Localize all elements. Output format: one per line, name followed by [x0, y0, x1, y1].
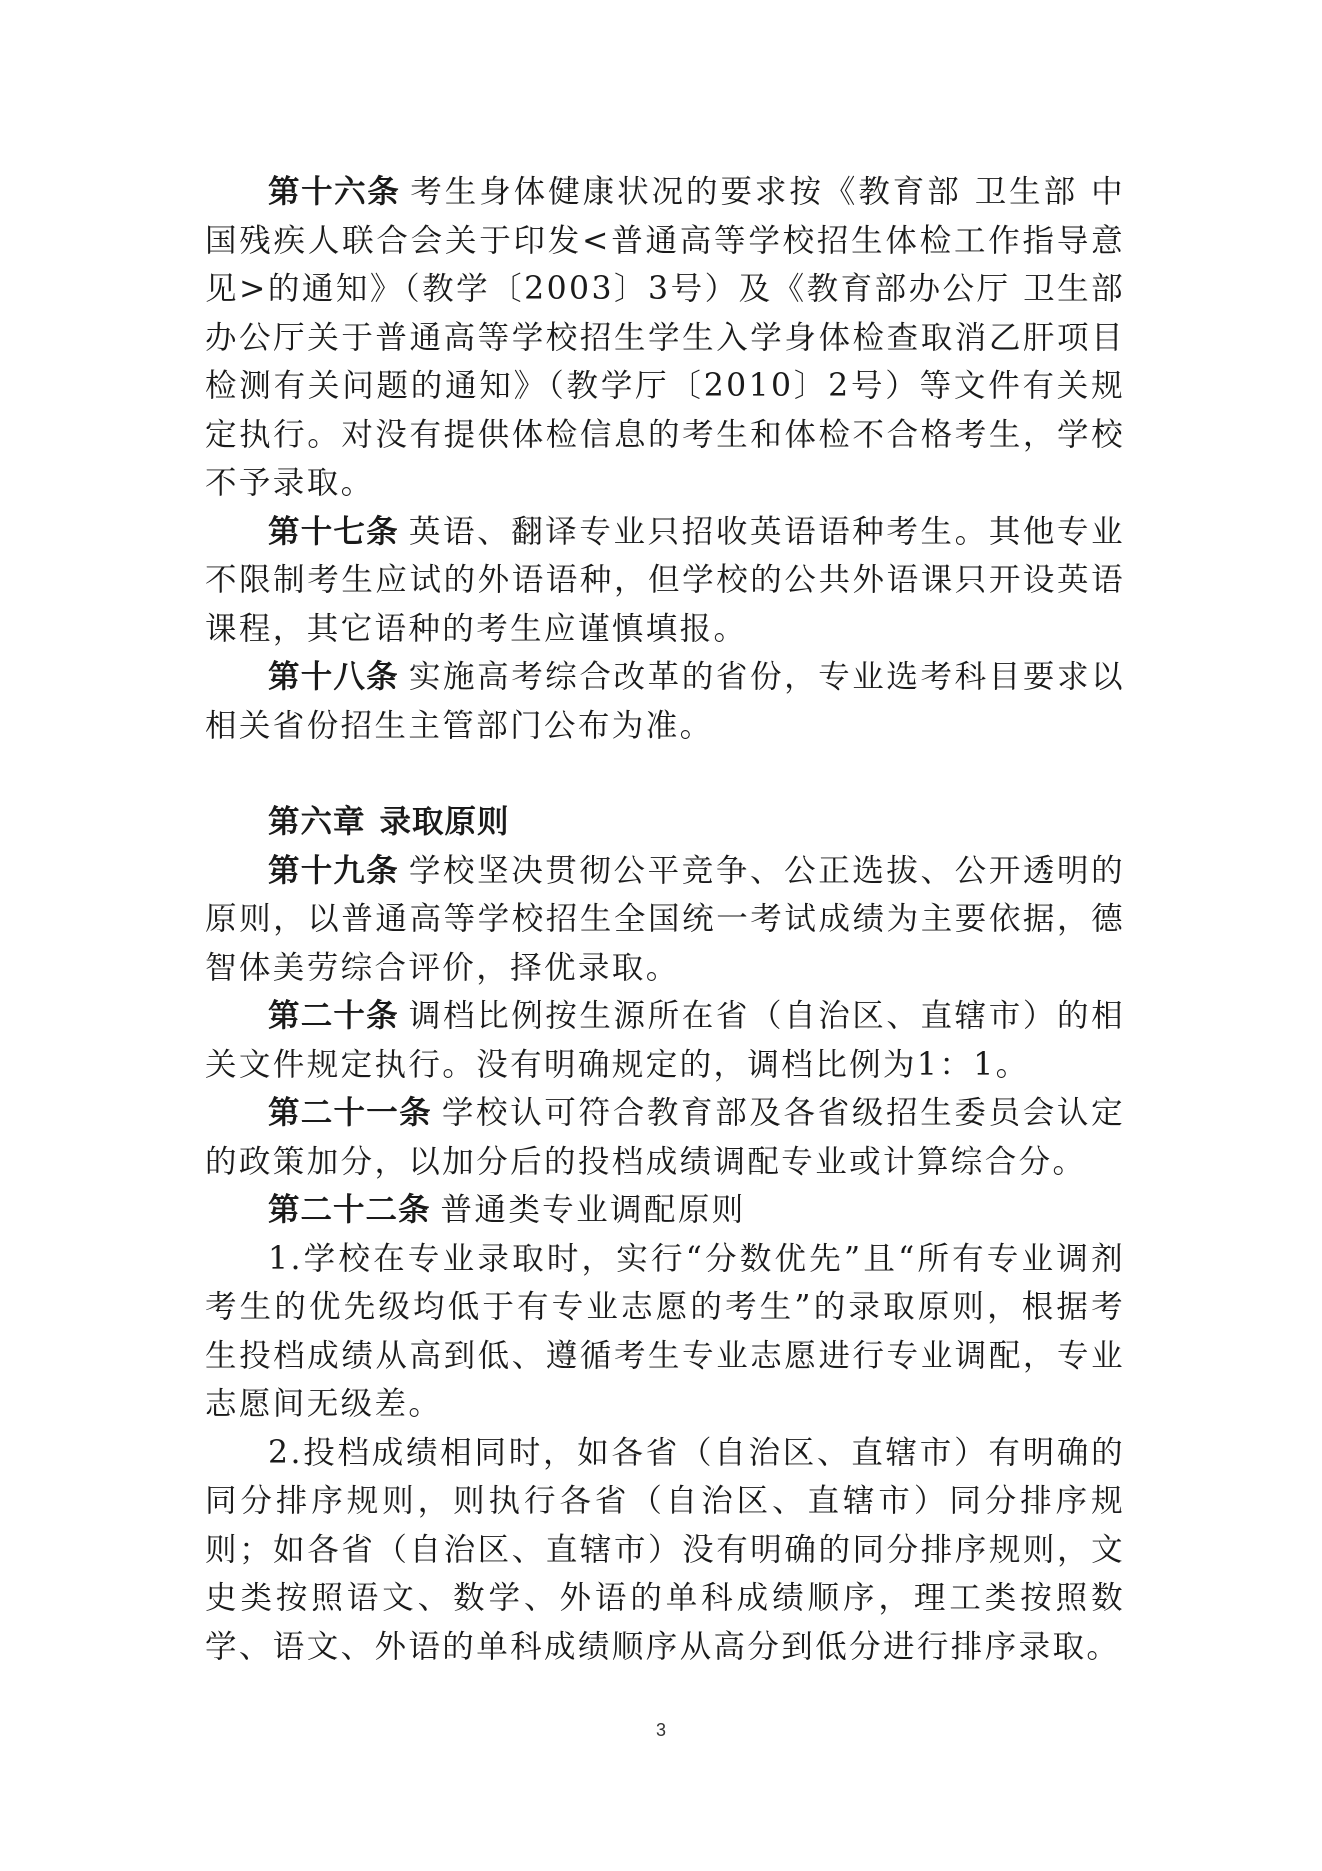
article-label: 第十六条	[268, 173, 401, 210]
article-text: 调档比例按生源所在省（自治区、直辖市）的相关文件规定执行。没有明确规定的，调档比例为1：1。	[205, 998, 1125, 1083]
article-20	[205, 992, 1125, 1089]
document-body	[205, 168, 1125, 1671]
article-22	[205, 1186, 1125, 1235]
article-label: 第二十条	[268, 997, 399, 1034]
article-label: 第二十二条	[268, 1191, 431, 1228]
article-text: 学校认可符合教育部及各省级招生委员会认定的政策加分，以加分后的投档成绩调配专业或计算综合分。	[205, 1095, 1125, 1180]
section-gap	[205, 750, 1125, 798]
clause-2: 2.投档成绩相同时，如各省（自治区、直辖市）有明确的同分排序规则，则执行各省（自治区、直辖市）同分排序规则；如各省（自治区、直辖市）没有明确的同分排序规则，文史类按照语文、数学、外语的单科成绩顺序，理工类按照数学、语文、外语的单科成绩顺序从高分到低分进行排序录取。	[205, 1434, 1125, 1665]
article-label: 第二十一条	[268, 1094, 432, 1131]
clause-1: 1.学校在专业录取时，实行“分数优先”且“所有专业调剂考生的优先级均低于有专业志愿的考生”的录取原则，根据考生投档成绩从高到低、遵循考生专业志愿进行专业调配，专业志愿间无级差。	[205, 1240, 1125, 1422]
article-17	[205, 508, 1125, 654]
chapter-title: 录取原则	[379, 803, 510, 840]
article-text: 英语、翻译专业只招收英语语种考生。其他专业不限制考生应试的外语语种，但学校的公共外语课只开设英语课程，其它语种的考生应谨慎填报。	[205, 513, 1125, 647]
page-number: 3	[655, 1720, 666, 1740]
article-label: 第十八条	[268, 658, 399, 695]
article-text: 考生身体健康状况的要求按《教育部 卫生部 中国残疾人联合会关于印发<普通高等学校招生体检工作指导意见>的通知》（教学〔2003〕3号）及《教育部办公厅 卫生部办公厅关于普通高等学校招生学生入学身体检查取消乙肝项目检测有关问题的通知》（教学厅〔2010〕2号）等文件有关规定执行。对没有提供体检信息的考生和体检不合格考生，学校不予录取。	[205, 174, 1125, 501]
article-label: 第十九条	[268, 851, 399, 889]
article-21	[205, 1089, 1125, 1186]
article-16	[205, 168, 1125, 508]
chapter-heading	[205, 798, 1125, 847]
article-text: 普通类专业调配原则	[440, 1192, 746, 1228]
article-label: 第十七条	[268, 512, 399, 550]
article-text: 实施高考综合改革的省份，专业选考科目要求以相关省份招生主管部门公布为准。	[205, 659, 1125, 744]
article-19	[205, 847, 1125, 993]
article-text: 学校坚决贯彻公平竞争、公正选拔、公开透明的原则，以普通高等学校招生全国统一考试成绩为主要依据，德智体美劳综合评价，择优录取。	[205, 852, 1125, 986]
article-18	[205, 653, 1125, 750]
chapter-number: 第六章	[268, 803, 366, 840]
